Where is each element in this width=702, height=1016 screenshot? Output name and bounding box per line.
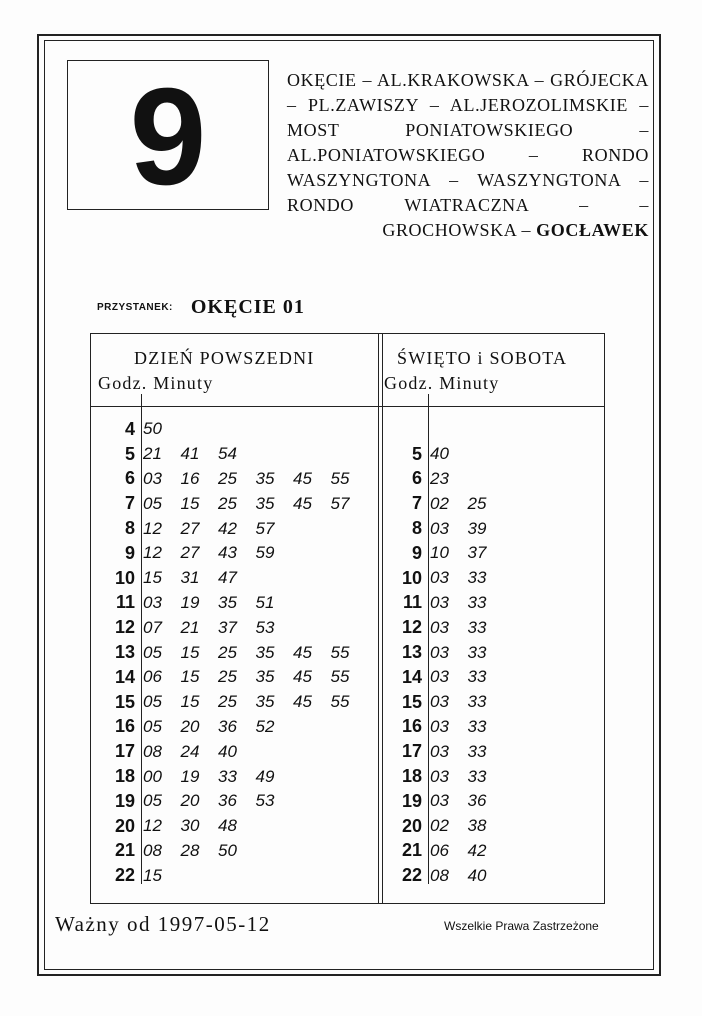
minute-value: 50 bbox=[218, 840, 237, 860]
minute-value: 15 bbox=[143, 568, 162, 588]
minute-value: 15 bbox=[180, 642, 200, 662]
minutes-cell bbox=[135, 618, 293, 638]
minute-value: 33 bbox=[467, 568, 487, 588]
minute-value: 40 bbox=[218, 741, 237, 761]
schedule-row bbox=[380, 566, 505, 591]
minute-value: 35 bbox=[255, 667, 275, 687]
hour-cell: 19 bbox=[401, 790, 422, 811]
schedule-row bbox=[93, 789, 293, 814]
minute-value: 30 bbox=[180, 816, 200, 836]
rights-notice: Wszelkie Prawa Zastrzeżone bbox=[444, 919, 599, 933]
minute-value: 36 bbox=[218, 716, 237, 736]
minutes-cell bbox=[422, 816, 505, 836]
schedule-row bbox=[93, 690, 368, 715]
hour-cell: 22 bbox=[114, 865, 135, 886]
minute-value: 08 bbox=[143, 741, 162, 761]
minutes-cell bbox=[422, 494, 505, 514]
minute-value: 40 bbox=[467, 865, 487, 885]
minute-value: 03 bbox=[143, 592, 162, 612]
minute-value: 51 bbox=[255, 592, 275, 612]
minute-value: 03 bbox=[430, 518, 449, 538]
minute-value: 03 bbox=[430, 667, 449, 687]
minute-value: 33 bbox=[467, 642, 487, 662]
minute-value: 25 bbox=[218, 692, 237, 712]
timetable bbox=[90, 333, 605, 904]
minute-value: 45 bbox=[293, 692, 312, 712]
minute-value: 25 bbox=[218, 493, 237, 513]
minute-value: 41 bbox=[180, 444, 200, 464]
hour-cell: 19 bbox=[114, 790, 135, 811]
hour-cell: 6 bbox=[124, 468, 135, 489]
hour-cell: 12 bbox=[401, 617, 422, 638]
minute-value: 07 bbox=[143, 617, 162, 637]
hour-cell: 16 bbox=[401, 716, 422, 737]
minute-value: 19 bbox=[180, 592, 200, 612]
hour-cell: 20 bbox=[401, 815, 422, 836]
hour-cell: 15 bbox=[401, 691, 422, 712]
minute-value: 55 bbox=[330, 667, 350, 687]
minute-value: 55 bbox=[330, 642, 350, 662]
minute-value: 37 bbox=[218, 617, 237, 637]
hour-cell: 18 bbox=[114, 766, 135, 787]
hour-cell: 8 bbox=[411, 518, 422, 539]
minute-value: 19 bbox=[180, 766, 200, 786]
minutes-cell bbox=[422, 767, 505, 787]
minute-value: 27 bbox=[180, 518, 200, 538]
minute-value: 53 bbox=[255, 617, 275, 637]
hour-cell: 22 bbox=[401, 865, 422, 886]
schedule-row bbox=[93, 615, 293, 640]
minute-value: 15 bbox=[180, 493, 200, 513]
holiday-title: ŚWIĘTO i SOBOTA bbox=[397, 348, 568, 368]
schedule-row bbox=[93, 566, 256, 591]
minute-value: 21 bbox=[143, 444, 162, 464]
minute-value: 33 bbox=[467, 667, 487, 687]
minutes-cell bbox=[135, 841, 256, 861]
minutes-cell bbox=[422, 841, 505, 861]
minute-value: 42 bbox=[467, 840, 487, 860]
minute-value: 05 bbox=[143, 716, 162, 736]
weekday-title: DZIEŃ POWSZEDNI bbox=[134, 348, 315, 368]
hour-cell: 8 bbox=[124, 518, 135, 539]
schedule-row bbox=[93, 814, 256, 839]
schedule-row bbox=[380, 715, 505, 740]
minute-value: 27 bbox=[180, 543, 200, 563]
minutes-cell bbox=[422, 791, 505, 811]
minute-value: 52 bbox=[255, 716, 275, 736]
minutes-cell bbox=[135, 692, 368, 712]
minute-value: 03 bbox=[430, 791, 449, 811]
minutes-cell bbox=[135, 717, 293, 737]
minutes-cell bbox=[422, 543, 505, 563]
minute-value: 15 bbox=[180, 667, 200, 687]
minutes-cell bbox=[135, 866, 181, 886]
schedule-row bbox=[380, 863, 505, 888]
hour-cell: 21 bbox=[114, 840, 135, 861]
minute-value: 33 bbox=[467, 716, 487, 736]
schedule-row bbox=[93, 541, 293, 566]
minute-value: 05 bbox=[143, 791, 162, 811]
hour-cell: 16 bbox=[114, 716, 135, 737]
minute-value: 35 bbox=[255, 642, 275, 662]
schedule-row bbox=[93, 665, 368, 690]
hour-cell: 14 bbox=[114, 666, 135, 687]
hour-cell: 20 bbox=[114, 815, 135, 836]
schedule-row bbox=[380, 739, 505, 764]
schedule-row bbox=[380, 541, 505, 566]
minutes-cell bbox=[422, 568, 505, 588]
minute-value: 15 bbox=[180, 692, 200, 712]
hour-cell: 6 bbox=[411, 468, 422, 489]
minute-value: 02 bbox=[430, 816, 449, 836]
minutes-cell bbox=[135, 519, 293, 539]
minutes-cell bbox=[135, 667, 368, 687]
minute-value: 25 bbox=[467, 493, 487, 513]
minutes-cell bbox=[135, 643, 368, 663]
minutes-cell bbox=[422, 444, 468, 464]
minute-value: 35 bbox=[255, 692, 275, 712]
minutes-cell bbox=[422, 593, 505, 613]
minutes-cell bbox=[135, 791, 293, 811]
minute-value: 33 bbox=[218, 766, 237, 786]
minute-value: 03 bbox=[430, 716, 449, 736]
minute-value: 38 bbox=[467, 816, 487, 836]
minute-value: 59 bbox=[255, 543, 275, 563]
minutes-cell bbox=[135, 568, 256, 588]
minute-value: 20 bbox=[180, 716, 200, 736]
minutes-cell bbox=[135, 816, 256, 836]
hour-cell: 5 bbox=[124, 443, 135, 464]
schedule-row bbox=[380, 467, 468, 492]
minute-value: 36 bbox=[467, 791, 487, 811]
minutes-cell bbox=[422, 667, 505, 687]
minute-value: 12 bbox=[143, 543, 162, 563]
minutes-cell bbox=[422, 618, 505, 638]
hour-cell: 21 bbox=[401, 840, 422, 861]
minute-value: 08 bbox=[143, 840, 162, 860]
minute-value: 03 bbox=[430, 766, 449, 786]
hour-cell: 11 bbox=[402, 592, 422, 613]
minute-value: 10 bbox=[430, 543, 449, 563]
minute-value: 31 bbox=[180, 568, 200, 588]
minutes-cell bbox=[135, 444, 256, 464]
schedule-row bbox=[380, 814, 505, 839]
minute-value: 35 bbox=[255, 468, 275, 488]
hour-cell: 11 bbox=[115, 592, 135, 613]
minute-value: 02 bbox=[430, 493, 449, 513]
schedule-row bbox=[93, 442, 256, 467]
minute-value: 45 bbox=[293, 493, 312, 513]
schedule-row bbox=[380, 690, 505, 715]
minute-value: 33 bbox=[467, 617, 487, 637]
hour-cell: 10 bbox=[114, 567, 135, 588]
line-number: 9 bbox=[129, 60, 207, 214]
minute-value: 33 bbox=[467, 741, 487, 761]
minute-value: 03 bbox=[430, 692, 449, 712]
hour-cell: 5 bbox=[411, 443, 422, 464]
minute-value: 03 bbox=[430, 617, 449, 637]
minutes-cell bbox=[135, 767, 293, 787]
schedule-row bbox=[93, 764, 293, 789]
schedule-row bbox=[380, 789, 505, 814]
minute-value: 57 bbox=[330, 493, 350, 513]
minutes-cell bbox=[422, 692, 505, 712]
minute-value: 16 bbox=[180, 468, 200, 488]
line-number-box bbox=[67, 60, 269, 214]
holiday-subtitle: Godz. Minuty bbox=[384, 373, 500, 393]
minute-value: 03 bbox=[430, 592, 449, 612]
hour-cell: 13 bbox=[114, 642, 135, 663]
schedule-row bbox=[380, 839, 505, 864]
minutes-cell bbox=[135, 593, 293, 613]
minute-value: 33 bbox=[467, 692, 487, 712]
stop-name: OKĘCIE 01 bbox=[190, 296, 305, 318]
minutes-cell bbox=[422, 717, 505, 737]
minute-value: 55 bbox=[330, 692, 350, 712]
minute-value: 36 bbox=[218, 791, 237, 811]
minute-value: 39 bbox=[467, 518, 487, 538]
minute-value: 35 bbox=[255, 493, 275, 513]
minute-value: 33 bbox=[467, 592, 487, 612]
minute-value: 42 bbox=[218, 518, 237, 538]
minute-value: 35 bbox=[218, 592, 237, 612]
route-stops: OKĘCIE – AL.KRAKOWSKA – GRÓJECKA – PL.ZAWISZY – AL.JEROZOLIMSKIE – MOST PONIATOWSKIEGO – AL.PONIATOWSKIEGO – RONDO WASZYNGTONA – WASZYNGTONA – RONDO WIATRACZNA – – GROCHOWSKA – bbox=[287, 70, 649, 240]
minutes-cell bbox=[422, 469, 468, 489]
minute-value: 45 bbox=[293, 468, 312, 488]
minute-value: 53 bbox=[255, 791, 275, 811]
stop-label: PRZYSTANEK: bbox=[97, 302, 173, 313]
minute-value: 47 bbox=[218, 568, 237, 588]
schedule-row bbox=[380, 491, 505, 516]
minute-value: 03 bbox=[143, 468, 162, 488]
schedule-row bbox=[93, 491, 368, 516]
header-divider bbox=[91, 406, 604, 407]
minute-value: 43 bbox=[218, 543, 237, 563]
minute-value: 03 bbox=[430, 741, 449, 761]
minute-value: 12 bbox=[143, 816, 162, 836]
weekday-subtitle: Godz. Minuty bbox=[98, 373, 214, 393]
minute-value: 06 bbox=[430, 840, 449, 860]
schedule-row bbox=[93, 640, 368, 665]
minute-value: 37 bbox=[467, 543, 487, 563]
schedule-row bbox=[380, 591, 505, 616]
schedule-row bbox=[93, 839, 256, 864]
minute-value: 28 bbox=[180, 840, 200, 860]
minute-value: 03 bbox=[430, 642, 449, 662]
schedule-row bbox=[380, 640, 505, 665]
minutes-cell bbox=[135, 469, 368, 489]
minutes-cell bbox=[422, 643, 505, 663]
minutes-cell bbox=[422, 742, 505, 762]
minute-value: 05 bbox=[143, 692, 162, 712]
hour-cell: 7 bbox=[411, 493, 422, 514]
hour-cell: 4 bbox=[124, 418, 135, 439]
schedule-row bbox=[380, 442, 468, 467]
minute-value: 08 bbox=[430, 865, 449, 885]
hour-cell: 14 bbox=[401, 666, 422, 687]
route-terminus: GOCŁAWEK bbox=[536, 220, 649, 240]
hour-cell: 13 bbox=[401, 642, 422, 663]
minute-value: 25 bbox=[218, 468, 237, 488]
hour-cell: 7 bbox=[124, 493, 135, 514]
minute-value: 05 bbox=[143, 493, 162, 513]
schedule-row bbox=[93, 863, 181, 888]
minute-value: 25 bbox=[218, 642, 237, 662]
hour-cell: 15 bbox=[114, 691, 135, 712]
column-divider-left bbox=[378, 334, 379, 903]
minute-value: 50 bbox=[143, 419, 162, 439]
minute-value: 57 bbox=[255, 518, 275, 538]
minute-value: 48 bbox=[218, 816, 237, 836]
minute-value: 05 bbox=[143, 642, 162, 662]
schedule-row bbox=[380, 665, 505, 690]
schedule-row bbox=[93, 417, 181, 442]
schedule-row bbox=[93, 516, 293, 541]
minutes-cell bbox=[422, 866, 505, 886]
minute-value: 49 bbox=[255, 766, 275, 786]
minute-value: 55 bbox=[330, 468, 350, 488]
schedule-row bbox=[93, 715, 293, 740]
hour-cell: 9 bbox=[124, 542, 135, 563]
minute-value: 15 bbox=[143, 865, 162, 885]
stop-info bbox=[97, 296, 305, 319]
schedule-row bbox=[93, 739, 256, 764]
hour-cell: 12 bbox=[114, 617, 135, 638]
minute-value: 45 bbox=[293, 642, 312, 662]
hour-cell: 10 bbox=[401, 567, 422, 588]
minutes-cell bbox=[422, 519, 505, 539]
minute-value: 06 bbox=[143, 667, 162, 687]
minute-value: 54 bbox=[218, 444, 237, 464]
schedule-row bbox=[380, 764, 505, 789]
minute-value: 03 bbox=[430, 568, 449, 588]
minute-value: 33 bbox=[467, 766, 487, 786]
minute-value: 45 bbox=[293, 667, 312, 687]
minutes-cell bbox=[135, 742, 256, 762]
minute-value: 00 bbox=[143, 766, 162, 786]
schedule-row bbox=[380, 615, 505, 640]
minute-value: 12 bbox=[143, 518, 162, 538]
minute-value: 21 bbox=[180, 617, 200, 637]
valid-from: Ważny od 1997-05-12 bbox=[55, 912, 271, 936]
hour-cell: 17 bbox=[401, 741, 422, 762]
minute-value: 40 bbox=[430, 444, 449, 464]
minutes-cell bbox=[135, 543, 293, 563]
schedule-row bbox=[93, 591, 293, 616]
schedule-row bbox=[93, 467, 368, 492]
minute-value: 20 bbox=[180, 791, 200, 811]
minutes-cell bbox=[135, 494, 368, 514]
minute-value: 24 bbox=[180, 741, 200, 761]
hour-cell: 17 bbox=[114, 741, 135, 762]
hour-cell: 18 bbox=[401, 766, 422, 787]
minutes-cell bbox=[135, 419, 181, 439]
route-description bbox=[287, 68, 649, 243]
minute-value: 23 bbox=[430, 468, 449, 488]
minute-value: 25 bbox=[218, 667, 237, 687]
schedule-row bbox=[380, 516, 505, 541]
hour-cell: 9 bbox=[411, 542, 422, 563]
